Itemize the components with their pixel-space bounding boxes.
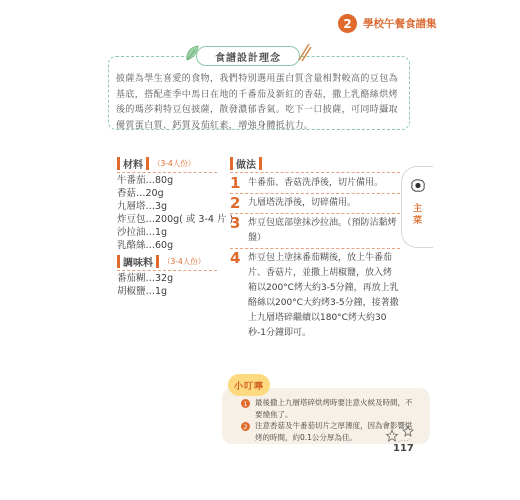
ingredient-item: 炸豆包…200g( 或 3-4 片 ) <box>117 214 234 225</box>
seasoning-heading <box>117 253 205 269</box>
method-heading <box>230 155 266 171</box>
step-text: 炸豆包上塗抹番茄糊後，放上牛番茄片、香菇片，並撒上胡椒鹽，放入烤箱以200°C烤大約3-5分鐘，再放上乳酪絲以200°C大約烤3-5分鐘，接著撒上九層塔碎繼續以180°C烤大約30秒-1分鐘即可。 <box>248 253 399 338</box>
method-step <box>230 250 400 341</box>
page-number: 117 <box>393 443 414 454</box>
heading-bar <box>156 255 159 268</box>
tip-number: 1 <box>241 399 250 408</box>
divider <box>230 172 400 173</box>
tips-label: 小叮嚀 <box>233 381 264 392</box>
seasoning-item: 胡椒鹽…1g <box>117 286 168 297</box>
category-label: 主菜 <box>412 204 422 226</box>
concept-title: 食譜設計理念 <box>215 52 281 64</box>
divider <box>230 213 400 214</box>
ingredient-item: 沙拉油…1g <box>117 227 168 238</box>
method-label: 做法 <box>236 159 256 171</box>
divider <box>117 270 217 271</box>
divider <box>117 172 217 173</box>
chopsticks-icon <box>296 42 312 62</box>
chapter-title: 學校午餐食譜集 <box>363 18 437 30</box>
seasoning-label: 調味料 <box>123 257 153 269</box>
heading-bar <box>259 157 262 170</box>
chapter-number-badge: 2 <box>338 14 357 33</box>
ingredients-heading <box>117 155 195 171</box>
step-number: 4 <box>230 249 241 267</box>
concept-title-tag <box>196 46 300 66</box>
chapter-header <box>338 14 437 33</box>
heading-bar <box>117 157 120 170</box>
step-number: 2 <box>230 194 241 212</box>
step-text: 九層塔洗淨後，切碎備用。 <box>248 198 357 208</box>
step-text: 炸豆包底部塗抹沙拉油。（預防沾黏烤盤） <box>248 218 397 243</box>
method-step <box>230 195 400 212</box>
ingredient-item: 九層塔…3g <box>117 201 168 212</box>
tips-tag <box>228 374 270 396</box>
category-tab[interactable] <box>401 166 433 248</box>
divider <box>230 193 400 194</box>
step-number: 1 <box>230 174 241 192</box>
seasoning-item: 番茄糊…32g <box>117 273 174 284</box>
ingredients-servings: （3-4人份） <box>153 158 196 168</box>
tip-text: 最後撒上九層塔碎烘烤時要注意火候及時間，不要燒焦了。 <box>255 398 413 419</box>
tip-item <box>241 397 419 421</box>
concept-body: 披薩為學生喜愛的食物，我們特別選用蛋白質含量相對較高的豆包為基底，搭配產季中馬日在地的千番茄及新紅的香菇，撒上乳酪絲烘烤後的瑪莎莉特豆包披薩，散發濃郁香氣。吃下一口披薩，可同時攝取優質蛋白質、鈣質及茄紅素，增強身體抵抗力。 <box>116 74 399 131</box>
ingredient-item: 牛番茄…80g <box>117 175 174 186</box>
step-text: 牛番茄、香菇洗淨後，切片備用。 <box>248 178 384 188</box>
ingredients-label: 材料 <box>123 159 143 171</box>
method-step <box>230 215 400 246</box>
seasoning-servings: （3-4人份） <box>163 256 206 266</box>
method-step <box>230 175 400 192</box>
heading-bar <box>230 157 233 170</box>
fried-egg-icon <box>409 177 427 195</box>
step-number: 3 <box>230 214 241 232</box>
divider <box>230 248 400 249</box>
tip-number: 2 <box>241 422 250 431</box>
heading-bar <box>117 255 120 268</box>
heading-bar <box>146 157 149 170</box>
ingredient-item: 香菇…20g <box>117 188 164 199</box>
tip-text: 注意香菇及牛番茄切片之厚薄度，因為會影響烘烤的時間，約0.1公分厚為佳。 <box>255 421 413 442</box>
ingredient-item: 乳酪絲…60g <box>117 240 174 251</box>
